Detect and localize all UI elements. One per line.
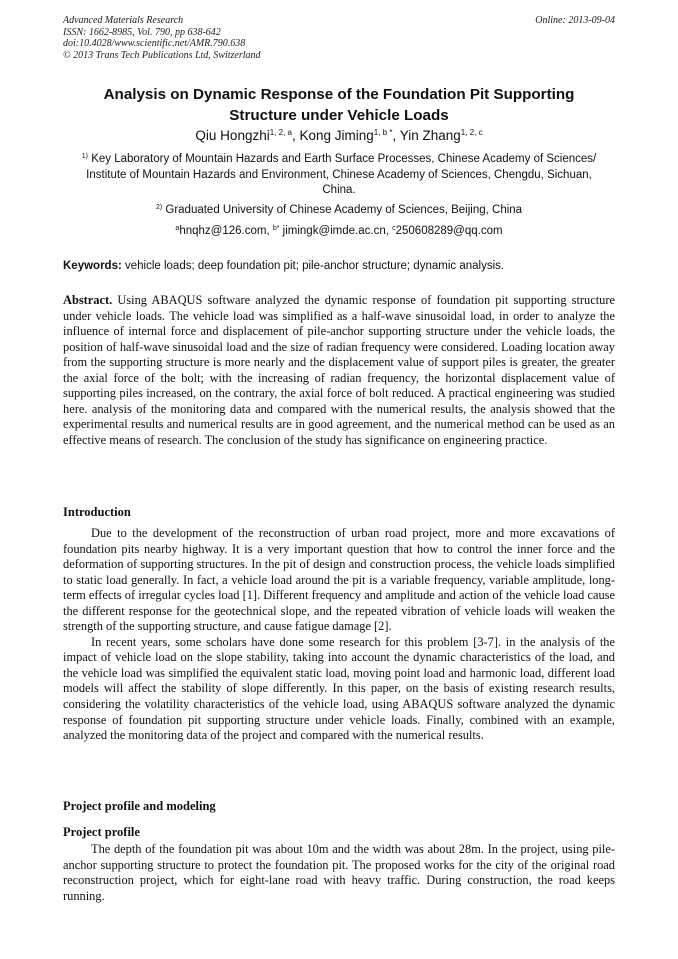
email-mark: b* bbox=[272, 225, 280, 232]
author-name: Yin Zhang bbox=[399, 128, 461, 143]
paragraph: The depth of the foundation pit was about 10m and the width was about 28m. In the project, using pile-anchor supporting structure to protect the foundation pit. The proposed works for the city of the original road reconstruction project, which for eight-lane road with heavy traffic. During construction, the road keeps running. bbox=[63, 842, 615, 903]
affiliation-2-mark: 2) bbox=[155, 204, 163, 211]
email-link[interactable]: 250608289@qq.com bbox=[395, 225, 503, 237]
title-line-2: Structure under Vehicle Loads bbox=[229, 107, 449, 124]
author-emails bbox=[80, 224, 598, 240]
affiliation-1-text: Key Laboratory of Mountain Hazards and Earth Surface Processes, Chinese Academy of Sciences/ Institute of Mountain Hazards and Environment, Chinese Academy of Sciences, Chengdu, Sichuan, China. bbox=[86, 153, 597, 196]
email-link[interactable]: hnqhz@126.com, bbox=[179, 225, 273, 237]
keywords-text: vehicle loads; deep foundation pit; pile-anchor structure; dynamic analysis. bbox=[121, 260, 505, 272]
email-mark: c bbox=[392, 225, 396, 232]
abstract-label: Abstract. bbox=[63, 293, 113, 307]
author-list bbox=[63, 127, 615, 145]
online-date: Online: 2013-09-04 bbox=[535, 15, 615, 26]
email-link[interactable]: jimingk@imde.ac.cn, bbox=[279, 225, 393, 237]
keywords bbox=[63, 259, 615, 274]
copyright-line: © 2013 Trans Tech Publications Ltd, Switzerland bbox=[63, 49, 261, 61]
affiliation-1-mark: 1) bbox=[81, 153, 89, 160]
issn-line: ISSN: 1662-8985, Vol. 790, pp 638-642 bbox=[63, 26, 221, 38]
keywords-label: Keywords: bbox=[63, 260, 122, 272]
journal-name: Advanced Materials Research bbox=[63, 15, 184, 26]
author-name: Kong Jiming bbox=[299, 128, 374, 143]
introduction-body bbox=[63, 526, 615, 744]
doi-line[interactable]: doi:10.4028/www.scientific.net/AMR.790.638 bbox=[63, 38, 246, 49]
section-heading-introduction: Introduction bbox=[63, 505, 131, 519]
affiliation-2-text: Graduated University of Chinese Academy of Sciences, Beijing, China bbox=[165, 204, 523, 216]
email-mark: a bbox=[175, 225, 180, 232]
subsection-heading-project-profile: Project profile bbox=[63, 825, 140, 839]
author-affiliation-mark: 1, b * bbox=[373, 128, 393, 137]
abstract-text: Using ABAQUS software analyzed the dynamic response of foundation pit supporting structure under vehicle loads. The vehicle load was simplified as a half-wave sinusoidal load, in order to analyze the influence of internal force and displacement of pile-anchor supporting structure under the vehicle loads, the position of half-wave sinusoidal load and the size of radian frequency were considered. Loading location away from the supporting structure is more nearly and the displacement value of support piles is greater, the greater the axial force of the bolt; with the increasing of radian frequency, the horizontal displacement value of supporting piles increased, on the contrary, the axial force of bolt reduced. A practical engineering was studied here. analysis of the monitoring data and compared with the numerical results, the analysis showed that the experimental results and numerical results are in good agreement, and the numerical method can be used as an effective means of research. The conclusion of the study has significance on engineering practice. bbox=[63, 293, 615, 447]
title-line-1: Analysis on Dynamic Response of the Foundation Pit Supporting bbox=[103, 86, 575, 103]
paragraph: Due to the development of the reconstruction of urban road project, more and more excavations of foundation pits nearby highway. It is a very important question that how to control the inner force and the deformation of supporting structures. In the pit of design and construction process, the vehicle loads simplified to static load generally. In fact, a vehicle load around the pit is a variable frequency, variable amplitude, long-term effects of irregular cycles load [1]. Different frequency and amplitude and action of the vehicle load cause the different response for the geotechnical slope, and the repeated vibration of vehicle loads will weaken the strength of the supporting structure, and cause fatigue damage [2]. bbox=[63, 526, 615, 634]
author-separator: , bbox=[291, 128, 300, 143]
author-affiliation-mark: 1, 2, c bbox=[460, 128, 483, 137]
journal-header bbox=[63, 15, 615, 61]
author-name: Qiu Hongzhi bbox=[195, 128, 270, 143]
affiliation-2 bbox=[80, 203, 598, 219]
section-heading-project-profile-modeling: Project profile and modeling bbox=[63, 799, 216, 813]
paper-title bbox=[63, 84, 615, 126]
abstract bbox=[63, 293, 615, 448]
paragraph: In recent years, some scholars have done some research for this problem [3-7]. in the analysis of the impact of vehicle load on the slope stability, taking into account the dynamic characteristics of the load, and the vehicle load was simplified the equivalent static load, moving point load and harmonic load, different load models will affect the stability of slope differently. In this paper, on the basis of existing research results, considering the volatility characteristics of the vehicle load, using ABAQUS software analyzed the dynamic response of foundation pit supporting structure under vehicle loads. Finally, combined with an example, analyzed the monitoring data of the project and compared with the numerical results. bbox=[63, 634, 615, 743]
author-separator: , bbox=[392, 128, 400, 143]
project-profile-body bbox=[63, 842, 615, 904]
affiliation-1 bbox=[80, 152, 598, 199]
author-affiliation-mark: 1, 2, a bbox=[269, 128, 292, 137]
